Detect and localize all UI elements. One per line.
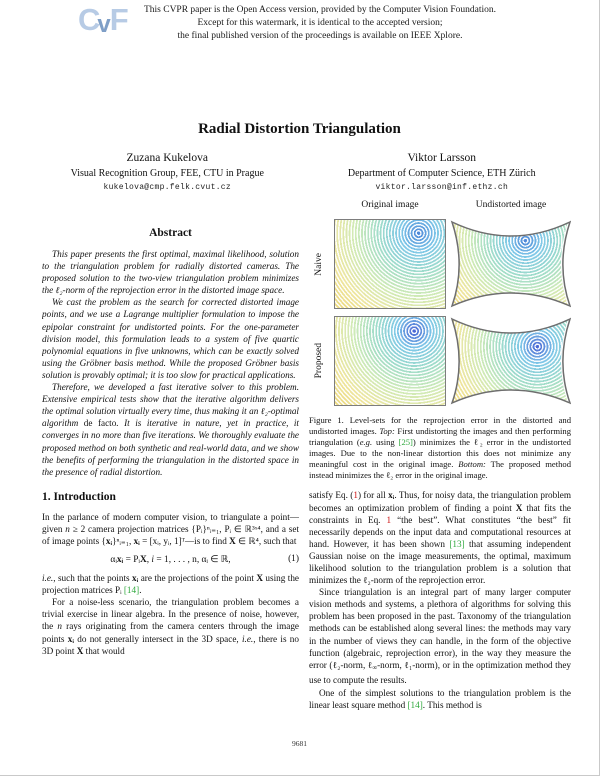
equation-1 bbox=[42, 554, 299, 565]
contour-art-proposed-original bbox=[334, 316, 446, 406]
abstract-heading: Abstract bbox=[149, 227, 192, 239]
watermark-line-2: Except for this watermark, it is identical to the accepted version; bbox=[197, 18, 443, 28]
equation-1-body: αᵢxᵢ = PᵢX, i = 1, . . . , n, αᵢ ∈ ℝ, bbox=[110, 555, 231, 566]
author-1 bbox=[30, 152, 305, 192]
equation-1-number: (1) bbox=[288, 554, 299, 565]
citation-link[interactable]: [14] bbox=[123, 585, 140, 596]
contour-plot-proposed-original bbox=[334, 316, 446, 406]
cvf-logo-letter-c: C bbox=[78, 2, 99, 37]
citation-link[interactable]: [14] bbox=[407, 699, 423, 710]
cushion-outline bbox=[451, 219, 571, 309]
author-1-affiliation: Visual Recognition Group, FEE, CTU in Prague bbox=[70, 168, 264, 179]
citation-link[interactable]: [25] bbox=[398, 436, 413, 447]
author-2-email: viktor.larsson@inf.ethz.ch bbox=[375, 183, 509, 192]
abstract-paragraph-3: Therefore, we developed a fast iterative solver to this problem. Extensive empirical tests show that the iterative algorithm delivers the optimal solution virtually every time, thus making it an ℓ₂-optimal algorithm de facto. It is iterative in nature, yet in practice, it converges in no more than five iterations. We thoroughly evaluate the proposed method on both synthetic and real-world data, and we show the benefits of performing the triangulation in the distorted space in the presence of radial distortion. bbox=[42, 382, 299, 477]
right-column-paragraph-1: satisfy Eq. (1) for all xᵢ. Thus, for noisy data, the triangulation problem becomes an optimization problem of finding a point X that fits the constraints in Eq. 1 “the best”. What constitutes “the best” fit necessarily depends on the input data and computational resources at hand. However, it has been shown [13] that assuming independent Gaussian noise on the image measurements, the optimal, maximum likelihood solution to the triangulation problem is a solution that minimizes the ℓ₂-norm of the reprojection error. bbox=[309, 490, 571, 586]
contour-art-naive-original bbox=[334, 219, 446, 309]
watermark-line-3: the final published version of the proceedings is available on IEEE Xplore. bbox=[177, 31, 463, 41]
equation-reference[interactable]: 1 bbox=[386, 514, 392, 525]
right-column-paragraph-3: One of the simplest solutions to the triangulation problem is the linear least square method [14]. This method is bbox=[309, 687, 571, 710]
introduction-paragraph-3: For a noise-less scenario, the triangulation problem becomes a trivial exercise in linear algebra. In the presence of noise, however, the n rays originating from the camera centers through the image points xᵢ do not generally intersect in the 3D space, i.e., there is no 3D point X that would bbox=[42, 597, 299, 656]
page-number: 9681 bbox=[292, 739, 307, 748]
introduction-heading: 1. Introduction bbox=[42, 490, 116, 503]
cvf-logo-letter-f: F bbox=[109, 2, 127, 37]
right-column bbox=[309, 200, 571, 745]
figure-1-caption: Figure 1. Level-sets for the reprojection error in the distorted and undistorted images. Top: First undistorting the images and then performing triangulation (e.g. using [25]) minimizes the ℓ₂ error in the undistorted images. Due to the non-linear distortion this does not minimize any meaningful cost in the original image. Bottom: The proposed method instead minimizes the ℓ₂ error in the original image. bbox=[309, 415, 571, 480]
citation-link[interactable]: [13] bbox=[449, 538, 465, 549]
watermark-line-1: This CVPR paper is the Open Access version, provided by the Computer Vision Foundation. bbox=[143, 5, 497, 15]
right-column-paragraph-2: Since triangulation is an integral part of many larger computer vision methods and systems, a plethora of algorithms for solving this problem has been proposed in the past. Taxonomy of the triangulation methods can be established along several lines: the methods may vary in the number of views they can handle, in the form of the objective function (algebraic, reprojection error), in the way they measure the error (ℓ₂-norm, ℓ∞-norm, ℓ₁-norm), or in the optimization method they use to compute the results. bbox=[309, 587, 571, 686]
figure-column-header-undistorted: Undistorted image bbox=[475, 200, 547, 210]
author-2-affiliation: Department of Computer Science, ETH Zürich bbox=[347, 168, 536, 179]
figure-1-grid bbox=[309, 200, 571, 406]
figure-1 bbox=[309, 200, 571, 480]
open-access-watermark bbox=[110, 4, 530, 43]
introduction-paragraph-1: In the parlance of modern computer vision, to triangulate a point—given n ≥ 2 camera projection matrices {Pᵢ}ⁿᵢ₌₁, Pᵢ ∈ ℝ³ˣ⁴, and a set of image points {xᵢ}ⁿᵢ₌₁, xᵢ = [xᵢ, yᵢ, 1]ᵀ—is to find X ∈ ℝ⁴, such that bbox=[42, 511, 299, 546]
contour-plot-proposed-undistorted bbox=[451, 316, 571, 406]
abstract-paragraph-1: This paper presents the first optimal, maximal likelihood, solution to the triangulation problem for radially distorted cameras. The proposed solution to the two-view triangulation problem minimizes the ℓ₂-norm of the reprojection error in the distorted image space. bbox=[42, 249, 299, 296]
figure-row-label-naive: Naive bbox=[314, 252, 324, 276]
cvf-logo-letter-v: v bbox=[97, 11, 111, 38]
contour-plot-naive-original bbox=[334, 219, 446, 309]
abstract-paragraph-2: We cast the problem as the search for corrected distorted image points, and we use a Lagrange multiplier formulation to impose the epipolar constraint for undistorted points. For the one-parameter division model, this formulation leads to a system of five quartic polynomial equations in five unknowns, which can be exactly solved using the Gröbner basis method. While the proposed Gröbner basis solution is provably optimal; it is too slow for practical applications. bbox=[42, 297, 299, 380]
equation-reference[interactable]: 1 bbox=[353, 490, 358, 501]
author-2-name: Viktor Larsson bbox=[407, 152, 477, 164]
left-column bbox=[42, 200, 299, 745]
figure-row-label-proposed: Proposed bbox=[314, 343, 324, 379]
two-column-body bbox=[42, 200, 571, 745]
author-block bbox=[30, 152, 579, 192]
introduction-paragraph-2: i.e., such that the points xᵢ are the projections of the point X using the projection matrices Pᵢ [14]. bbox=[42, 573, 300, 596]
figure-column-header-original: Original image bbox=[361, 200, 419, 210]
contour-plot-naive-undistorted bbox=[451, 219, 571, 309]
author-2 bbox=[305, 152, 580, 192]
author-1-email: kukelova@cmp.felk.cvut.cz bbox=[103, 183, 232, 192]
cushion-outline bbox=[451, 316, 571, 406]
paper-title: Radial Distortion Triangulation bbox=[198, 121, 401, 137]
author-1-name: Zuzana Kukelova bbox=[126, 152, 208, 164]
abstract-section bbox=[42, 227, 299, 478]
